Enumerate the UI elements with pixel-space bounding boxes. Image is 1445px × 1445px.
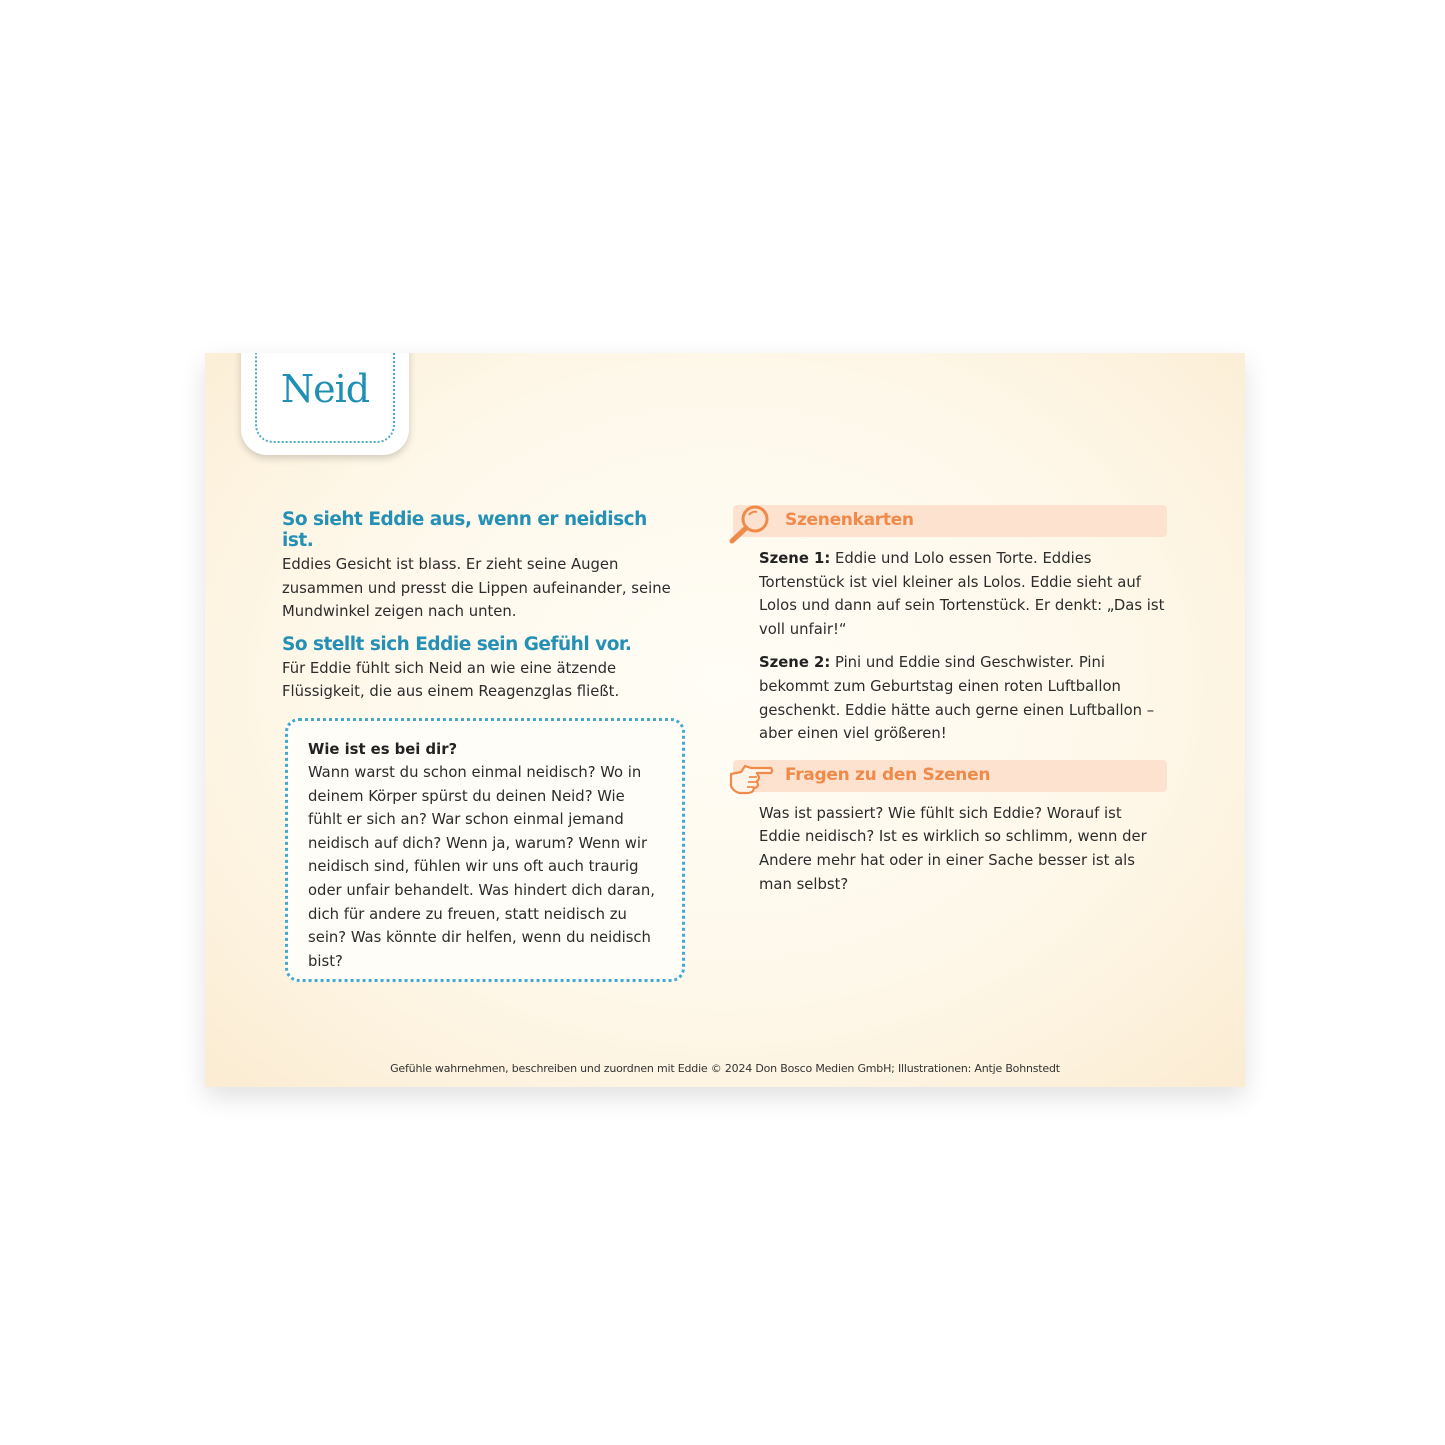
pointing-hand-icon: [727, 758, 773, 800]
scene-1-text: Eddie und Lolo essen Torte. Eddies Tortenstück ist viel kleiner als Lolos. Eddie sieht auf Lolos und dann auf sein Tortenstück. Er denkt: „Das ist voll unfair!“: [759, 550, 1165, 638]
appearance-heading: So sieht Eddie aus, wenn er neidisch ist.: [282, 509, 647, 551]
magnifier-icon: [727, 503, 773, 549]
scene-2-label: Szene 2:: [759, 654, 831, 672]
emotion-card: [205, 353, 1245, 1087]
scene-2-text: Pini und Eddie sind Geschwister. Pini bekommt zum Geburtstag einen roten Luftballon geschenkt. Eddie hätte auch gerne einen Luftballon – aber einen viel größeren!: [759, 654, 1155, 743]
scenes-list: [759, 547, 1167, 746]
reflection-heading: Wie ist es bei dir?: [308, 741, 458, 758]
scenes-column: [727, 505, 1167, 906]
questions-text: Was ist passiert? Wie fühlt sich Eddie? Worauf ist Eddie neidisch? Ist es wirklich so schlimm, wenn der Andere mehr hat oder in einer Sache besser ist als man selbst?: [759, 804, 1147, 893]
reflection-text: Wann warst du schon einmal neidisch? Wo in deinem Körper spürst du deinen Neid? Wie fühlt er sich an? War schon einmal jemand neidisch auf dich? Wenn ja, warum? Wenn wir neidisch sind, fühlen wir uns oft auch traurig oder unfair behandelt. Was hindert dich daran, dich für andere zu freuen, statt neidisch zu sein? Was könnte dir helfen, wenn du neidisch bist?: [308, 764, 655, 970]
reflection-box: [285, 718, 685, 982]
copyright-footer: Gefühle wahrnehmen, beschreiben und zuordnen mit Eddie © 2024 Don Bosco Medien GmbH; Illustrationen: Antje Bohnstedt: [390, 1062, 1060, 1075]
imagination-text: Für Eddie fühlt sich Neid an wie eine ätzende Flüssigkeit, die aus einem Reagenzglas fließt.: [282, 659, 620, 700]
appearance-text: Eddies Gesicht ist blass. Er zieht seine Augen zusammen und presst die Lippen aufeinander, seine Mundwinkel zeigen nach unten.: [282, 556, 671, 620]
questions-body: [759, 802, 1167, 896]
scene-2: [759, 651, 1167, 745]
scene-1: [759, 547, 1167, 641]
description-column: [282, 509, 682, 704]
imagination-heading: So stellt sich Eddie sein Gefühl vor.: [282, 633, 632, 655]
scenes-banner-label: Szenenkarten: [785, 510, 914, 530]
questions-banner: [733, 760, 1167, 792]
questions-banner-label: Fragen zu den Szenen: [785, 764, 991, 785]
title-tab: [241, 353, 409, 455]
scene-1-label: Szene 1:: [759, 550, 831, 567]
scenes-banner: [733, 505, 1167, 537]
card-title: Neid: [280, 367, 370, 411]
